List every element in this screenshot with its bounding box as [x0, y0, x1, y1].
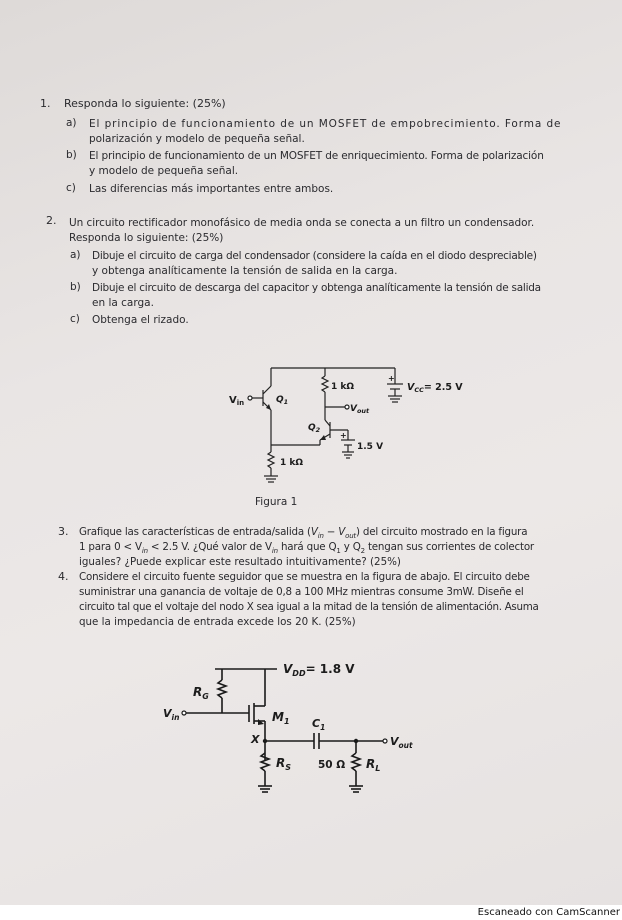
fig1-q2-label: Q: [308, 423, 316, 433]
svg-text:Vout: $V_{out}$: [390, 735, 413, 750]
question-2-line2: Responda lo siguiente: (25%): [69, 232, 224, 244]
q2-item-a-line2: y obtenga analíticamente la tensión de salida en la carga.: [92, 265, 398, 277]
question-3-line2: 1 para $0 < V_{in} < 2.5$ V. ¿Qué valor de $V_{in}$ hará que $Q_1$ y $Q_2$ tengan sus corrientes de colector: [79, 541, 534, 556]
fig2-c1-label: C: [312, 717, 321, 730]
q1-item-a-line1: El principio de funcionamiento de un MOSFET de empobrecimiento. Forma de: [89, 118, 562, 130]
q1-item-b-line2: y modelo de pequeña señal.: [89, 165, 239, 177]
svg-text:Vout: $V_{out}$: [350, 404, 370, 415]
fig2-rg-label: R: [193, 685, 203, 699]
fig2-rs-label: R: [276, 756, 286, 770]
svg-text:RG: $R_G$: [193, 685, 209, 701]
q2-item-a-letter: a): [70, 249, 81, 261]
q2-item-c-line1: Obtenga el rizado.: [92, 314, 189, 326]
svg-text:Vin: $V_{in}$: [229, 395, 245, 407]
question-4-line4: que la impedancia de entrada excede los 20 K. (25%): [79, 616, 356, 628]
svg-text:Q2: $Q_2$: [308, 423, 321, 434]
fig1-r-top-label: 1 kΩ: [331, 382, 355, 392]
q1-item-a-letter: a): [66, 117, 77, 129]
question-3-line3: iguales? ¿Puede explicar este resultado intuitivamente? (25%): [79, 556, 401, 568]
question-4-line2: suministrar una ganancia de voltaje de 0,8 a 100 MHz mientras consume 3mW. Diseñe el: [79, 586, 524, 598]
fig1-vout-label: V: [350, 404, 357, 414]
svg-text:VDD= 1.8 V: $V_{DD}= 1.8$ V: [283, 662, 355, 678]
q1-item-b-line1: El principio de funcionamiento de un MOSFET de enriquecimiento. Forma de polarización: [89, 150, 544, 162]
question-4-number: 4.: [58, 570, 69, 583]
q2-item-b-letter: b): [70, 281, 81, 293]
fig2-node-x-label: X: [251, 733, 260, 746]
fig2-vdd-label: V: [283, 662, 293, 676]
svg-text:RL: $R_L$: [366, 757, 381, 773]
question-3-number: 3.: [58, 525, 69, 538]
question-2-line1: Un circuito rectificador monofásico de media onda se conecta a un filtro un condensador.: [69, 217, 535, 229]
fig1-vbias-label: 1.5 V: [357, 442, 384, 452]
svg-text:M1: $M_1$: [272, 710, 290, 726]
fig1-r-bottom-label: 1 kΩ: [280, 458, 304, 468]
fig2-rl-label: R: [366, 757, 376, 771]
figure-1-caption: Figura 1: [255, 496, 298, 508]
q2-item-a-line1: Dibuje el circuito de carga del condensador (considere la caída en el diodo despreciable): [92, 250, 537, 262]
fig1-vcc-label: V: [407, 382, 415, 393]
svg-text:VCC= 2.5 V: $V_{CC}= 2.5$ V: [407, 382, 463, 394]
question-1-text: Responda lo siguiente: (25%): [64, 97, 226, 110]
q2-item-c-letter: c): [70, 313, 80, 325]
question-4-line1: Considere el circuito fuente seguidor que se muestra en la figura de abajo. El circuito debe: [79, 571, 530, 583]
q2-item-b-line2: en la carga.: [92, 297, 154, 309]
question-1-number: 1.: [40, 97, 51, 110]
fig1-vin-label: V: [229, 395, 237, 406]
svg-text:RS: $R_S$: [276, 756, 292, 772]
question-2-number: 2.: [46, 214, 57, 227]
fig2-vin-label: V: [163, 707, 172, 720]
q1-item-a-line2: polarización y modelo de pequeña señal.: [89, 133, 305, 145]
scanner-watermark: Escaneado con CamScanner: [0, 905, 622, 920]
q1-item-b-letter: b): [66, 149, 77, 161]
fig1-q1-label: Q: [276, 395, 284, 405]
svg-text:Q1: $Q_1$: [276, 395, 289, 406]
fig1-vcc-plus: +: [388, 374, 395, 383]
q1-item-c-line1: Las diferencias más importantes entre ambos.: [89, 183, 334, 195]
svg-text:Vin: $V_{in}$: [163, 707, 180, 722]
svg-text:C1: $C_1$: [312, 717, 326, 732]
fig2-rl-value: 50 Ω: [318, 759, 346, 771]
fig2-m1-label: M: [272, 710, 284, 724]
fig2-vout-label: V: [390, 735, 399, 748]
question-4-line3: circuito tal que el voltaje del nodo X sea igual a la mitad de la tensión de alimentación. Asuma: [79, 601, 539, 613]
question-3-line1: Grafique las características de entrada/salida $(V_{in} - V_{out})$ del circuito mostrado en la figura: [79, 526, 528, 541]
fig1-vbias-plus: +: [340, 431, 347, 440]
q1-item-c-letter: c): [66, 182, 76, 194]
q2-item-b-line1: Dibuje el circuito de descarga del capacitor y obtenga analíticamente la tensión de salida: [92, 282, 541, 294]
